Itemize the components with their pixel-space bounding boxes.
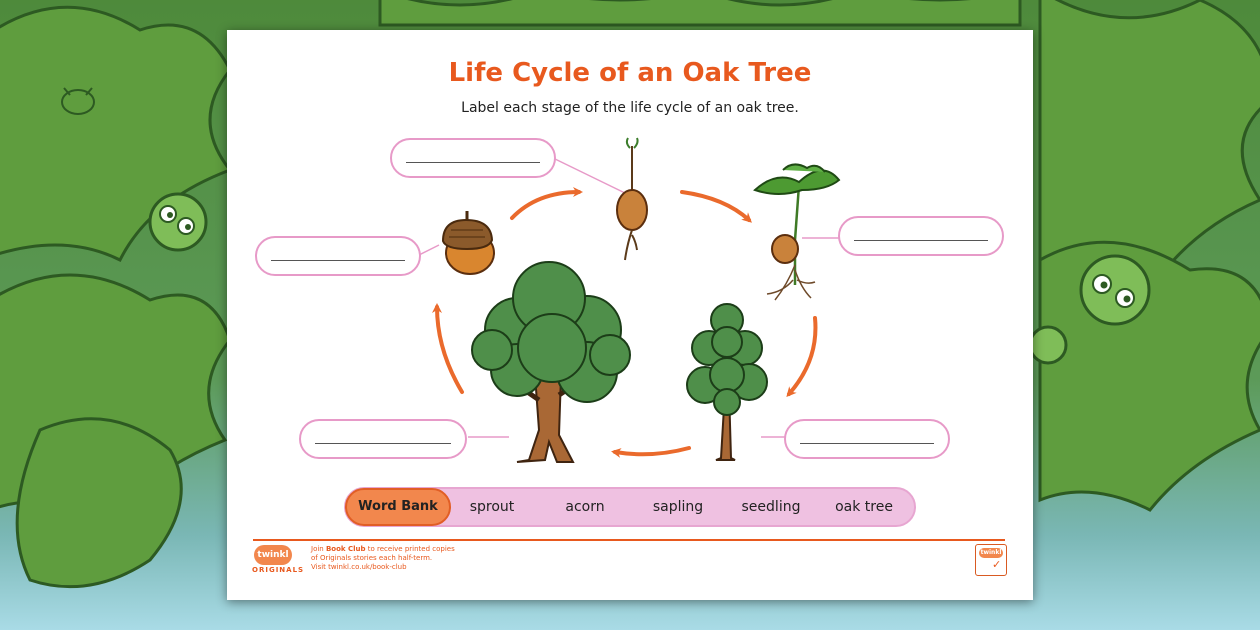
book-club-note [311, 545, 541, 572]
check-icon: ✓ [992, 558, 1002, 571]
book-club-line-2: of Originals stories each half-term. [311, 554, 433, 562]
word-bank-heading: Word Bank [345, 488, 451, 526]
book-club-line-3[interactable]: Visit twinkl.co.uk/book-club [311, 563, 407, 571]
seedling-picture [755, 164, 839, 300]
answer-line [800, 443, 934, 444]
answer-line [406, 162, 540, 163]
cycle-arrow [789, 318, 815, 394]
connector-line [553, 158, 627, 194]
word-bank-word: sprout [469, 499, 515, 515]
label-box-sprout[interactable] [390, 138, 556, 178]
label-box-oak-tree[interactable] [299, 419, 467, 459]
sapling-picture [687, 304, 767, 460]
logo-wordmark: twinkl [254, 545, 292, 565]
book-club-line-1: Join Book Club to receive printed copies [311, 545, 455, 553]
word-bank [344, 487, 916, 527]
sprout-picture [617, 138, 647, 260]
badge-wordmark: twinkl [980, 549, 1002, 556]
acorn-picture [443, 211, 494, 274]
cycle-arrow [682, 192, 749, 220]
oak-tree-picture [472, 262, 630, 462]
answer-line [315, 443, 451, 444]
label-box-sapling[interactable] [784, 419, 950, 459]
cycle-arrow [615, 448, 689, 454]
word-bank-word: sapling [652, 499, 704, 515]
word-bank-word: oak tree [835, 499, 893, 515]
quality-badge-icon [975, 544, 1007, 576]
answer-line [854, 240, 988, 241]
footer-divider [253, 539, 1005, 541]
book-club-link[interactable]: Book Club [325, 545, 366, 553]
label-box-seedling[interactable] [838, 216, 1004, 256]
page-title: Life Cycle of an Oak Tree [448, 58, 812, 88]
cycle-arrow [437, 307, 462, 392]
worksheet [227, 30, 1033, 600]
word-bank-word: acorn [565, 499, 605, 515]
word-bank-word: seedling [741, 499, 801, 515]
logo-subtitle: ORIGINALS [252, 566, 305, 574]
cycle-arrow [512, 192, 579, 218]
page-subtitle: Label each stage of the life cycle of an oak tree. [461, 100, 799, 116]
answer-line [271, 260, 405, 261]
label-box-acorn[interactable] [255, 236, 421, 276]
twinkl-originals-logo [252, 545, 305, 577]
